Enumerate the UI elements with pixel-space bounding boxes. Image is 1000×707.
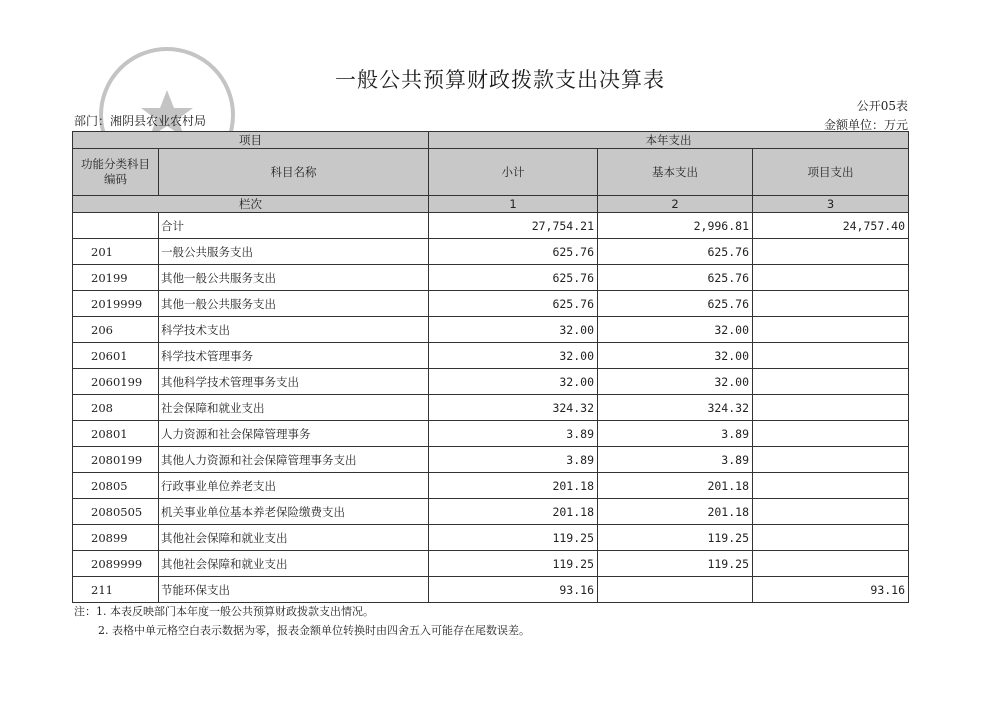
cell-subtotal: 625.76 (429, 265, 598, 291)
table-row (73, 317, 909, 343)
cell-code: 2019999 (73, 291, 159, 317)
cell-project (753, 525, 909, 551)
table-row (73, 499, 909, 525)
cell-code: 211 (73, 577, 159, 603)
table-row (73, 525, 909, 551)
note-2: 2. 表格中单元格空白表示数据为零，报表金额单位转换时由四舍五入可能存在尾数误差。 (98, 624, 530, 637)
cell-project (753, 499, 909, 525)
cell-basic: 625.76 (598, 239, 753, 265)
table-row (73, 473, 909, 499)
cell-subtotal: 201.18 (429, 473, 598, 499)
cell-name: 科学技术管理事务 (159, 343, 429, 369)
cell-code: 20199 (73, 265, 159, 291)
cell-basic: 324.32 (598, 395, 753, 421)
table-row (73, 343, 909, 369)
cell-name: 其他一般公共服务支出 (159, 265, 429, 291)
cell-subtotal: 32.00 (429, 369, 598, 395)
header-col3: 3 (753, 196, 909, 213)
cell-project (753, 343, 909, 369)
cell-basic: 32.00 (598, 343, 753, 369)
cell-code: 20805 (73, 473, 159, 499)
table-row (73, 213, 909, 239)
cell-project: 24,757.40 (753, 213, 909, 239)
table-row (73, 369, 909, 395)
form-code: 公开05表 (856, 99, 908, 113)
cell-code: 208 (73, 395, 159, 421)
cell-project (753, 317, 909, 343)
header-project: 项目支出 (753, 149, 909, 196)
table-row (73, 577, 909, 603)
header-item: 项目 (73, 132, 429, 149)
cell-subtotal: 201.18 (429, 499, 598, 525)
cell-basic: 3.89 (598, 447, 753, 473)
cell-basic: 2,996.81 (598, 213, 753, 239)
department-label: 部门：湘阴县农业农村局 (74, 114, 207, 128)
cell-basic: 625.76 (598, 265, 753, 291)
cell-name: 其他人力资源和社会保障管理事务支出 (159, 447, 429, 473)
cell-basic: 201.18 (598, 499, 753, 525)
expenditure-table (72, 131, 909, 603)
cell-subtotal: 119.25 (429, 551, 598, 577)
cell-name: 行政事业单位养老支出 (159, 473, 429, 499)
cell-code: 20899 (73, 525, 159, 551)
cell-basic: 119.25 (598, 525, 753, 551)
cell-basic: 32.00 (598, 369, 753, 395)
table-row (73, 239, 909, 265)
cell-project: 93.16 (753, 577, 909, 603)
header-col1: 1 (429, 196, 598, 213)
cell-subtotal: 324.32 (429, 395, 598, 421)
cell-project (753, 291, 909, 317)
cell-subtotal: 93.16 (429, 577, 598, 603)
table-row (73, 291, 909, 317)
cell-basic: 201.18 (598, 473, 753, 499)
cell-basic: 625.76 (598, 291, 753, 317)
cell-code: 2060199 (73, 369, 159, 395)
cell-basic (598, 577, 753, 603)
header-current-year: 本年支出 (429, 132, 909, 149)
header-subject-name: 科目名称 (159, 149, 429, 196)
cell-subtotal: 32.00 (429, 317, 598, 343)
cell-project (753, 239, 909, 265)
cell-code: 20601 (73, 343, 159, 369)
table-row (73, 395, 909, 421)
cell-code (73, 213, 159, 239)
cell-name: 一般公共服务支出 (159, 239, 429, 265)
header-basic: 基本支出 (598, 149, 753, 196)
cell-name: 合计 (159, 213, 429, 239)
cell-name: 科学技术支出 (159, 317, 429, 343)
table-row (73, 265, 909, 291)
cell-name: 人力资源和社会保障管理事务 (159, 421, 429, 447)
table-row (73, 447, 909, 473)
cell-subtotal: 119.25 (429, 525, 598, 551)
table-row (73, 421, 909, 447)
cell-name: 其他科学技术管理事务支出 (159, 369, 429, 395)
cell-subtotal: 3.89 (429, 421, 598, 447)
cell-name: 其他社会保障和就业支出 (159, 551, 429, 577)
footnotes (74, 602, 530, 640)
cell-code: 2080505 (73, 499, 159, 525)
cell-project (753, 551, 909, 577)
cell-project (753, 369, 909, 395)
cell-code: 2080199 (73, 447, 159, 473)
cell-subtotal: 625.76 (429, 291, 598, 317)
table-row (73, 551, 909, 577)
cell-project (753, 265, 909, 291)
cell-subtotal: 625.76 (429, 239, 598, 265)
cell-name: 社会保障和就业支出 (159, 395, 429, 421)
cell-name: 其他一般公共服务支出 (159, 291, 429, 317)
cell-code: 20801 (73, 421, 159, 447)
header-column-order: 栏次 (73, 196, 429, 213)
header-col2: 2 (598, 196, 753, 213)
cell-name: 机关事业单位基本养老保险缴费支出 (159, 499, 429, 525)
cell-code: 2089999 (73, 551, 159, 577)
header-func-code: 功能分类科目编码 (73, 149, 159, 196)
note-1: 注：1. 本表反映部门本年度一般公共预算财政拨款支出情况。 (74, 605, 374, 618)
cell-basic: 32.00 (598, 317, 753, 343)
cell-name: 节能环保支出 (159, 577, 429, 603)
cell-basic: 3.89 (598, 421, 753, 447)
cell-project (753, 447, 909, 473)
cell-code: 206 (73, 317, 159, 343)
header-subtotal: 小计 (429, 149, 598, 196)
amount-unit-label: 金额单位：万元 (823, 118, 908, 132)
cell-code: 201 (73, 239, 159, 265)
cell-name: 其他社会保障和就业支出 (159, 525, 429, 551)
cell-subtotal: 3.89 (429, 447, 598, 473)
cell-project (753, 473, 909, 499)
cell-basic: 119.25 (598, 551, 753, 577)
cell-subtotal: 27,754.21 (429, 213, 598, 239)
cell-project (753, 421, 909, 447)
page-title: 一般公共预算财政拨款支出决算表 (335, 68, 665, 92)
cell-subtotal: 32.00 (429, 343, 598, 369)
cell-project (753, 395, 909, 421)
